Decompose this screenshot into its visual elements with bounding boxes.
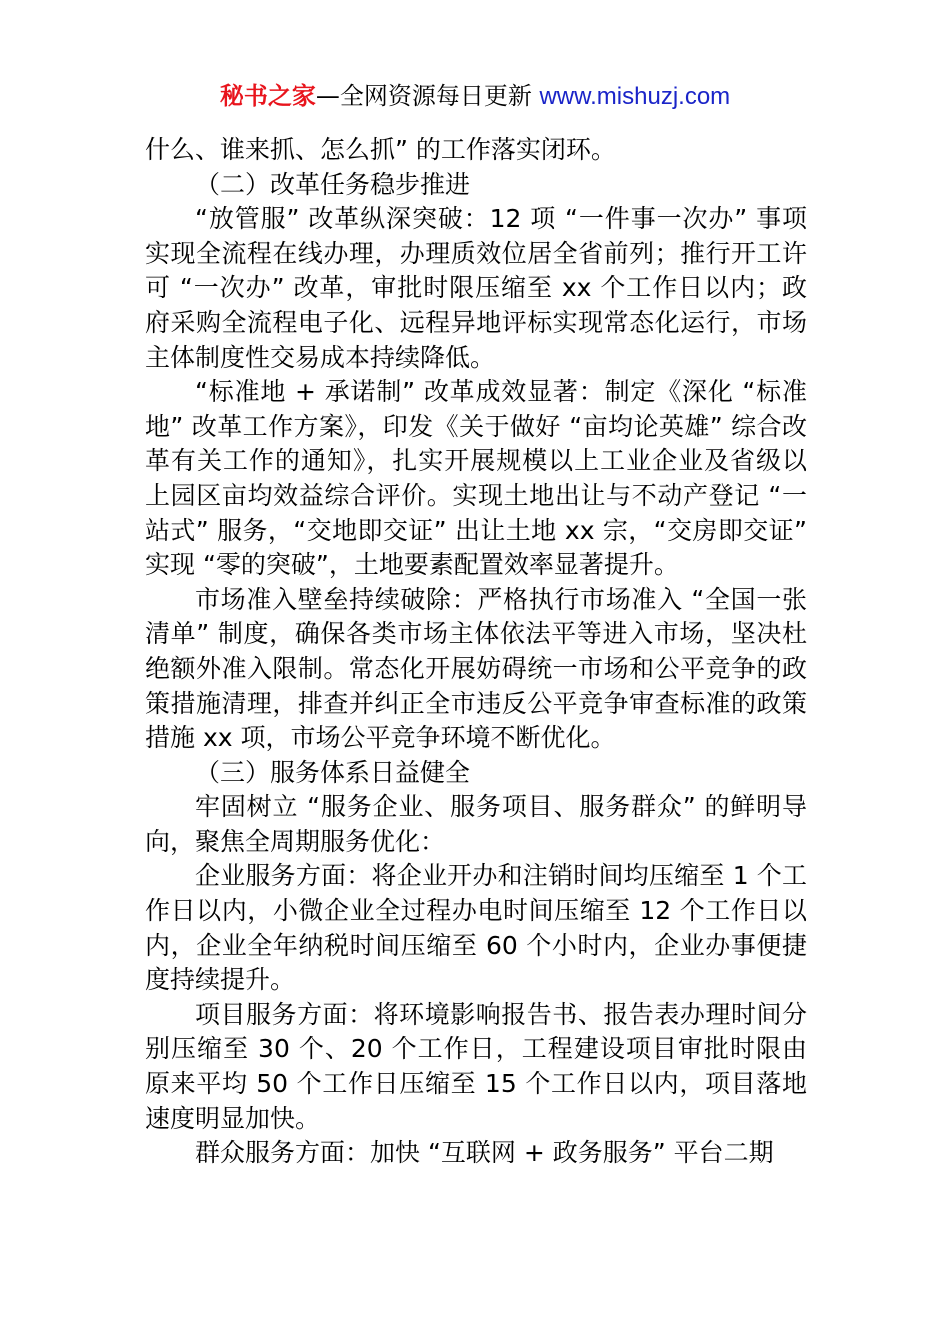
paragraph-market-access: 市场准入壁垒持续破除：严格执行市场准入 “全国一张清单” 制度，确保各类市场主体依法平等进入市场，坚决杜绝额外准入限制。常态化开展妨碍统一市场和公平竞争的政策措施清理，排查并纠正全市违反公平竞争审查标准的政策措施 xx 项，市场公平竞争环境不断优化。 — [145, 584, 807, 753]
header-tagline: —全网资源每日更新 — [315, 82, 532, 110]
section-heading-2: （二）改革任务稳步推进 — [195, 169, 471, 199]
paragraph-continuation: 什么、谁来抓、怎么抓” 的工作落实闭环。 — [145, 135, 616, 164]
paragraph-project-service: 项目服务方面：将环境影响报告书、报告表办理时间分别压缩至 30 个、20 个工作日，工程建设项目审批时限由原来平均 50 个工作日压缩至 15 个工作日以内，项目落地速度明显加快。 — [145, 999, 807, 1133]
document-body — [145, 133, 807, 1171]
paragraph-enterprise-service: 企业服务方面：将企业开办和注销时间均压缩至 1 个工作日以内，小微企业全过程办电时间压缩至 12 个工作日以内，企业全年纳税时间压缩至 60 个小时内，企业办事便捷度持续提升。 — [145, 861, 807, 995]
paragraph-biaozhundi: “标准地 + 承诺制” 改革成效显著：制定《深化 “标准地” 改革工作方案》，印发《关于做好 “亩均论英雄” 综合改革有关工作的通知》，扎实开展规模以上工业企业及省级以上园区亩均效益综合评价。实现土地出让与不动产登记 “一站式” 服务，“交地即交证” 出让土地 xx 宗，“交房即交证” 实现 “零的突破”，土地要素配置效率显著提升。 — [145, 377, 807, 580]
site-url-link[interactable]: www.mishuzj.com — [539, 83, 731, 110]
paragraph-fangguanfu: “放管服” 改革纵深突破：12 项 “一件事一次办” 事项实现全流程在线办理，办理质效位居全省前列；推行开工许可 “一次办” 改革，审批时限压缩至 xx 个工作日以内；政府采购全流程电子化、远程异地评标实现常态化运行，市场主体制度性交易成本持续降低。 — [145, 204, 807, 372]
section-heading-3: （三）服务体系日益健全 — [195, 757, 471, 787]
brand-name: 秘书之家 — [219, 82, 316, 110]
paragraph-public-service: 群众服务方面：加快 “互联网 + 政务服务” 平台二期 — [195, 1138, 774, 1168]
page-header — [0, 80, 950, 113]
paragraph-service-orientation: 牢固树立 “服务企业、服务项目、服务群众” 的鲜明导向，聚焦全周期服务优化： — [145, 792, 807, 856]
